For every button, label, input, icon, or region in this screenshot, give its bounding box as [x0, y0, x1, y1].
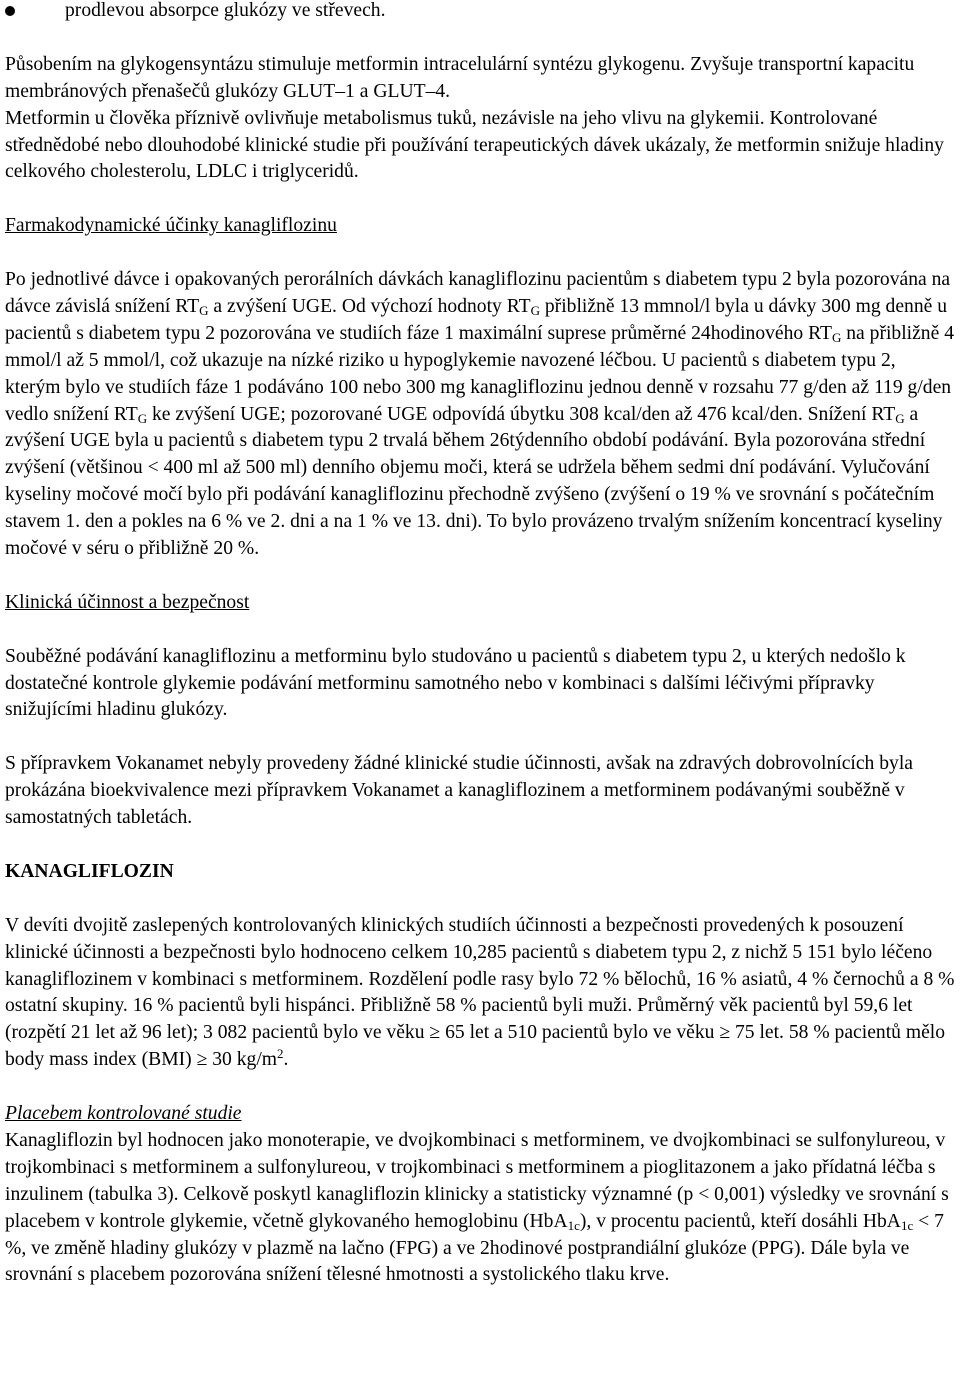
clinical-paragraph-coadministration: Souběžné podávání kanagliflozinu a metforminu bylo studováno u pacientů s diabetem typu 2, u kterých nedošlo k dostatečné kontrole glykemie podávání metforminu samotného nebo v kombinaci s dalšími léčivými přípravky snižujícími hladinu glukózy. — [5, 645, 906, 721]
paragraph-gap — [5, 617, 955, 644]
section-heading-clinical-efficacy: Klinická účinnost a bezpečnost — [5, 591, 250, 613]
section-heading-kanagliflozin: KANAGLIFLOZIN — [5, 860, 174, 882]
section-heading-placebo-studies: Placebem kontrolované studie — [5, 1103, 242, 1125]
subscript-g: G — [199, 302, 209, 318]
paragraph-gap — [5, 832, 955, 859]
bullet-list-item — [5, 0, 955, 25]
placebo-text-1: Kanagliflozin byl hodnocen jako monoterapie, ve dvojkombinaci s metforminem, ve dvojkombinaci se sulfonylureou, v trojkombinaci s metforminem a sulfonylureou, v trojkombinaci s metforminem a pioglitazonem a jako přídatná léčba s inzulinem (tabulka 3). Celkově poskytl kanagliflozin klinicky a statisticky významné (p < 0,001) výsledky ve srovnání s placebem v kontrole glykemie, včetně glykovaného hemoglobinu (HbA — [5, 1129, 949, 1232]
placebo-text-3: < 7 %, ve změně hladiny glukózy v plazmě na lačno (FPG) a ve 2hodinové postprandiální glukóze (PPG). Dále byla ve srovnání s placebem pozorována snížení tělesné hmotnosti a systolického tlaku krve. — [5, 1210, 944, 1286]
paragraph-gap — [5, 563, 955, 590]
pd-text-3: přibližně 13 mmnol/l byla u dávky 300 mg denně u pacientů s diabetem typu 2 pozorována ve studiích fáze 1 maximální suprese průměrné 24hodinového RT — [5, 295, 948, 344]
subscript-g: G — [530, 302, 540, 318]
kana-text-3: 75 let. 58 % pacientů mělo body mass index (BMI) — [5, 1022, 946, 1071]
metformin-effects-paragraph — [5, 52, 955, 187]
geq-symbol: ≥ — [196, 1049, 208, 1071]
subscript-1c: 1c — [567, 1217, 580, 1233]
bullet-item-text: prodlevou absorpce glukózy ve střevech. — [65, 0, 386, 21]
subscript-g: G — [831, 329, 842, 345]
geq-symbol: ≥ — [429, 1022, 441, 1044]
clinical-paragraph-bioequivalence: S přípravkem Vokanamet nebyly provedeny žádné klinické studie účinnosti, avšak na zdravých dobrovolnících byla prokázána bioekvivalence mezi přípravkem Vokanamet a kanagliflozinem a metforminem podávanými souběžně v samostatných tabletách. — [5, 753, 913, 829]
pd-text-2: a zvýšení UGE. Od výchozí hodnoty RT — [208, 295, 531, 317]
document-page — [5, 0, 955, 1289]
subscript-1c: 1c — [900, 1217, 914, 1233]
kana-text-2: 65 let a 510 pacientů bylo ve věku — [440, 1022, 720, 1044]
metformin-lipid-text: Metformin u člověka příznivě ovlivňuje metabolismus tuků, nezávisle na jeho vlivu na glykemii. Kontrolované střednědobé nebo dlouhodobé klinické studie při používání terapeutických dávek ukázaly, že metformin snižuje hladiny celkového cholesterolu, LDLC i triglyceridů. — [5, 107, 944, 183]
section-heading-pharmacodynamics: Farmakodynamické účinky kanagliflozinu — [5, 215, 337, 237]
kana-text-5: . — [283, 1049, 289, 1071]
pd-text-1: Po jednotlivé dávce i opakovaných perorálních dávkách kanagliflozinu pacientům s diabetem typu 2 byla pozorována na dávce závislá snížení RT — [5, 269, 951, 317]
pd-text-5: ke zvýšení UGE; pozorované UGE odpovídá úbytku 308 kcal/den až 476 kcal/den. Snížení RT — [147, 403, 896, 425]
bullet-dot-icon — [5, 6, 15, 16]
paragraph-gap — [5, 886, 955, 913]
pd-text-6: a zvýšení UGE byla u pacientů s diabetem typu 2 trvalá během 26týdenního období podávání. Byla pozorována střední zvýšení (většinou < 400 ml až 500 ml) denního objemu moči, která se udržela během sedmi dní podávání. Vylučování kyseliny močové močí bylo při podávání kanagliflozinu přechodně zvýšeno (zvýšení o 19 % ve srovnání s počátečním stavem 1. den a pokles na 6 % ve 2. dni a na 1 % ve 13. dni). To bylo provázeno trvalým snížením koncentrací kyseliny močové v séru o přibližně 20 %. — [5, 403, 943, 560]
kana-text-1: V devíti dvojitě zaslepených kontrolovaných klinických studiích účinnosti a bezpečnosti provedených k posouzení klinické účinnosti a bezpečnosti bylo hodnoceno celkem 10,285 pacientů s diabetem typu 2, z nichž 5 151 bylo léčeno kanagliflozinem v kombinaci s metforminem. Rozdělení podle rasy bylo 72 % bělochů, 16 % asiatů, 4 % černochů a 8 % ostatní skupiny. 16 % pacientů byli hispánci. Přibližně 58 % pacientů byli muži. Průměrný věk pacientů byl 59,6 let (rozpětí 21 let až 96 let); 3 082 pacientů bylo ve věku — [5, 914, 955, 1044]
kanagliflozin-studies-paragraph — [5, 913, 955, 1074]
paragraph-gap — [5, 240, 955, 267]
subscript-g: G — [895, 410, 905, 426]
geq-symbol: ≥ — [719, 1022, 731, 1044]
placebo-text-2: ), v procentu pacientů, kteří dosáhli HbA — [579, 1210, 901, 1232]
superscript-2: 2 — [277, 1046, 284, 1062]
paragraph-gap — [5, 1074, 955, 1101]
pharmacodynamics-paragraph — [5, 267, 955, 563]
metformin-glycogen-text: Působením na glykogensyntázu stimuluje metformin intracelulární syntézu glykogenu. Zvyšuje transportní kapacitu membránových přenašečů glukózy GLUT–1 a GLUT–4. — [5, 53, 915, 102]
paragraph-gap — [5, 724, 955, 751]
pd-text-4: na přibližně 4 mmol/l až 5 mmol/l, což ukazuje na nízké riziko u hypoglykemie navozené léčbou. U pacientů s diabetem typu 2, kterým bylo ve studiích fáze 1 podáváno 100 nebo 300 mg kanagliflozinu jednou denně v rozsahu 77 g/den až 119 g/den vedlo snížení RT — [5, 322, 954, 425]
subscript-g: G — [137, 410, 148, 426]
paragraph-gap — [5, 25, 955, 52]
paragraph-gap — [5, 186, 955, 213]
kana-text-4: 30 kg/m — [207, 1049, 278, 1071]
placebo-studies-paragraph — [5, 1128, 955, 1289]
